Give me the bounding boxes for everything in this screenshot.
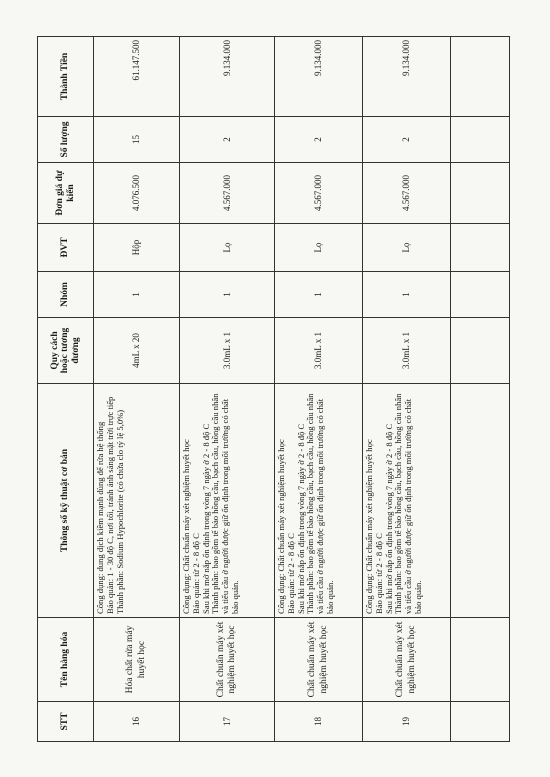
spec-line: Công dụng: Chất chuẩn máy xét nghiệm huyết học [364,439,374,614]
spec-line: Sau khi mở nắp ổn định trong vòng 7 ngày ở 2 - 8 độ C [295,423,306,614]
cell-price: 4.567.000 [363,163,451,224]
table-row [363,37,451,742]
spec-line: Công dụng: Chất chuẩn máy xét nghiệm huyết học [181,439,191,614]
spec-line: Công dụng: Chất chuẩn máy xét nghiệm huyết học [276,439,286,614]
spec-line: Bảo quản: từ 2 - 8 độ C [190,533,201,614]
header-qty: Số lượng [38,117,94,163]
cell-price: 4.076.500 [94,163,180,224]
table-row [275,37,363,742]
cell-group: 1 [94,272,180,318]
empty-cell [451,37,510,117]
cell-qty: 2 [363,117,451,163]
empty-cell [451,117,510,163]
cell-name: Chất chuẩn máy xét nghiệm huyết học [363,618,451,702]
empty-cell [451,618,510,702]
cell-pack: 3.0mL x 1 [275,318,363,384]
cell-name: Chất chuẩn máy xét nghiệm huyết học [180,618,275,702]
spec-line: Sau khi mở nắp ổn định trong vòng 7 ngày ở 2 - 8 độ C [383,423,394,614]
cell-total: 61.147.500 [94,37,180,117]
cell-qty: 2 [275,117,363,163]
empty-cell [451,702,510,742]
procurement-table [37,36,510,742]
cell-qty: 2 [180,117,275,163]
spec-line: Thành phần: bao gồm tế bào hồng cầu, bạch cầu, hồng cầu nhân và tiểu cầu ở người được giữ ổn định trong môi trường có chất bảo quản. [210,393,240,614]
cell-unit: Lọ [180,224,275,272]
spec-line: Thành phần: bao gồm tế bào hồng cầu, bạch cầu, hồng cầu nhân và tiểu cầu ở người được giữ ổn định trong môi trường có chất bảo quản. [305,393,335,614]
cell-pack: 3.0mL x 1 [363,318,451,384]
table-row [180,37,275,742]
cell-qty: 15 [94,117,180,163]
cell-stt: 19 [363,702,451,742]
header-price: Đơn giá dự kiến [38,163,94,224]
header-total: Thành Tiền [38,37,94,117]
cell-group: 1 [180,272,275,318]
cell-price: 4.567.000 [180,163,275,224]
spec-line: Bảo quản: từ 2 - 8 độ C [373,533,384,614]
cell-unit: Lọ [275,224,363,272]
cell-pack: 3.0mL x 1 [180,318,275,384]
header-group: Nhóm [38,272,94,318]
cell-spec [180,384,275,618]
empty-cell [451,318,510,384]
spec-line: Sau khi mở nắp ổn định trong vòng 7 ngày ở 2 - 8 độ C [200,423,211,614]
header-spec: Thông số kỹ thuật cơ bản [38,384,94,618]
cell-stt: 17 [180,702,275,742]
spec-line: Bảo quản: 1 - 30 độ C, nơi tối, tránh ánh sáng mặt trời trực tiếp [104,396,115,614]
table-row [94,37,180,742]
cell-unit: Lọ [363,224,451,272]
cell-spec [94,384,180,618]
cell-group: 1 [275,272,363,318]
table-row-tail [451,37,510,742]
cell-spec [363,384,451,618]
cell-unit: Hộp [94,224,180,272]
cell-total: 9.134.000 [275,37,363,117]
cell-total: 9.134.000 [363,37,451,117]
cell-stt: 16 [94,702,180,742]
header-stt: STT [38,702,94,742]
rotated-table-container [37,37,510,742]
cell-spec [275,384,363,618]
cell-name: Chất chuẩn máy xét nghiệm huyết học [275,618,363,702]
cell-price: 4.567.000 [275,163,363,224]
header-name: Tên hàng hóa [38,618,94,702]
cell-pack: 4mL x 20 [94,318,180,384]
spec-line: Thành phần: bao gồm tế bào hồng cầu, bạch cầu, hồng cầu nhân và tiểu cầu ở người được giữ ổn định trong môi trường có chất bảo quản. [393,393,423,614]
spec-line: Bảo quản: từ 2 - 8 độ C [285,533,296,614]
empty-cell [451,384,510,618]
spec-line: Công dụng: dung dịch kiềm mạnh dùng để rửa hệ thống [95,421,105,614]
spec-line: Thành phần: Sodium Hypochlorite (có chứa clo tỷ lệ 5,0%) [114,409,125,614]
empty-cell [451,224,510,272]
cell-stt: 18 [275,702,363,742]
empty-cell [451,163,510,224]
cell-name: Hóa chất rửa máy huyết học [94,618,180,702]
header-unit: ĐVT [38,224,94,272]
header-pack: Quy cách hoặc tương đương [38,318,94,384]
cell-group: 1 [363,272,451,318]
cell-total: 9.134.000 [180,37,275,117]
header-row [38,37,94,742]
empty-cell [451,272,510,318]
